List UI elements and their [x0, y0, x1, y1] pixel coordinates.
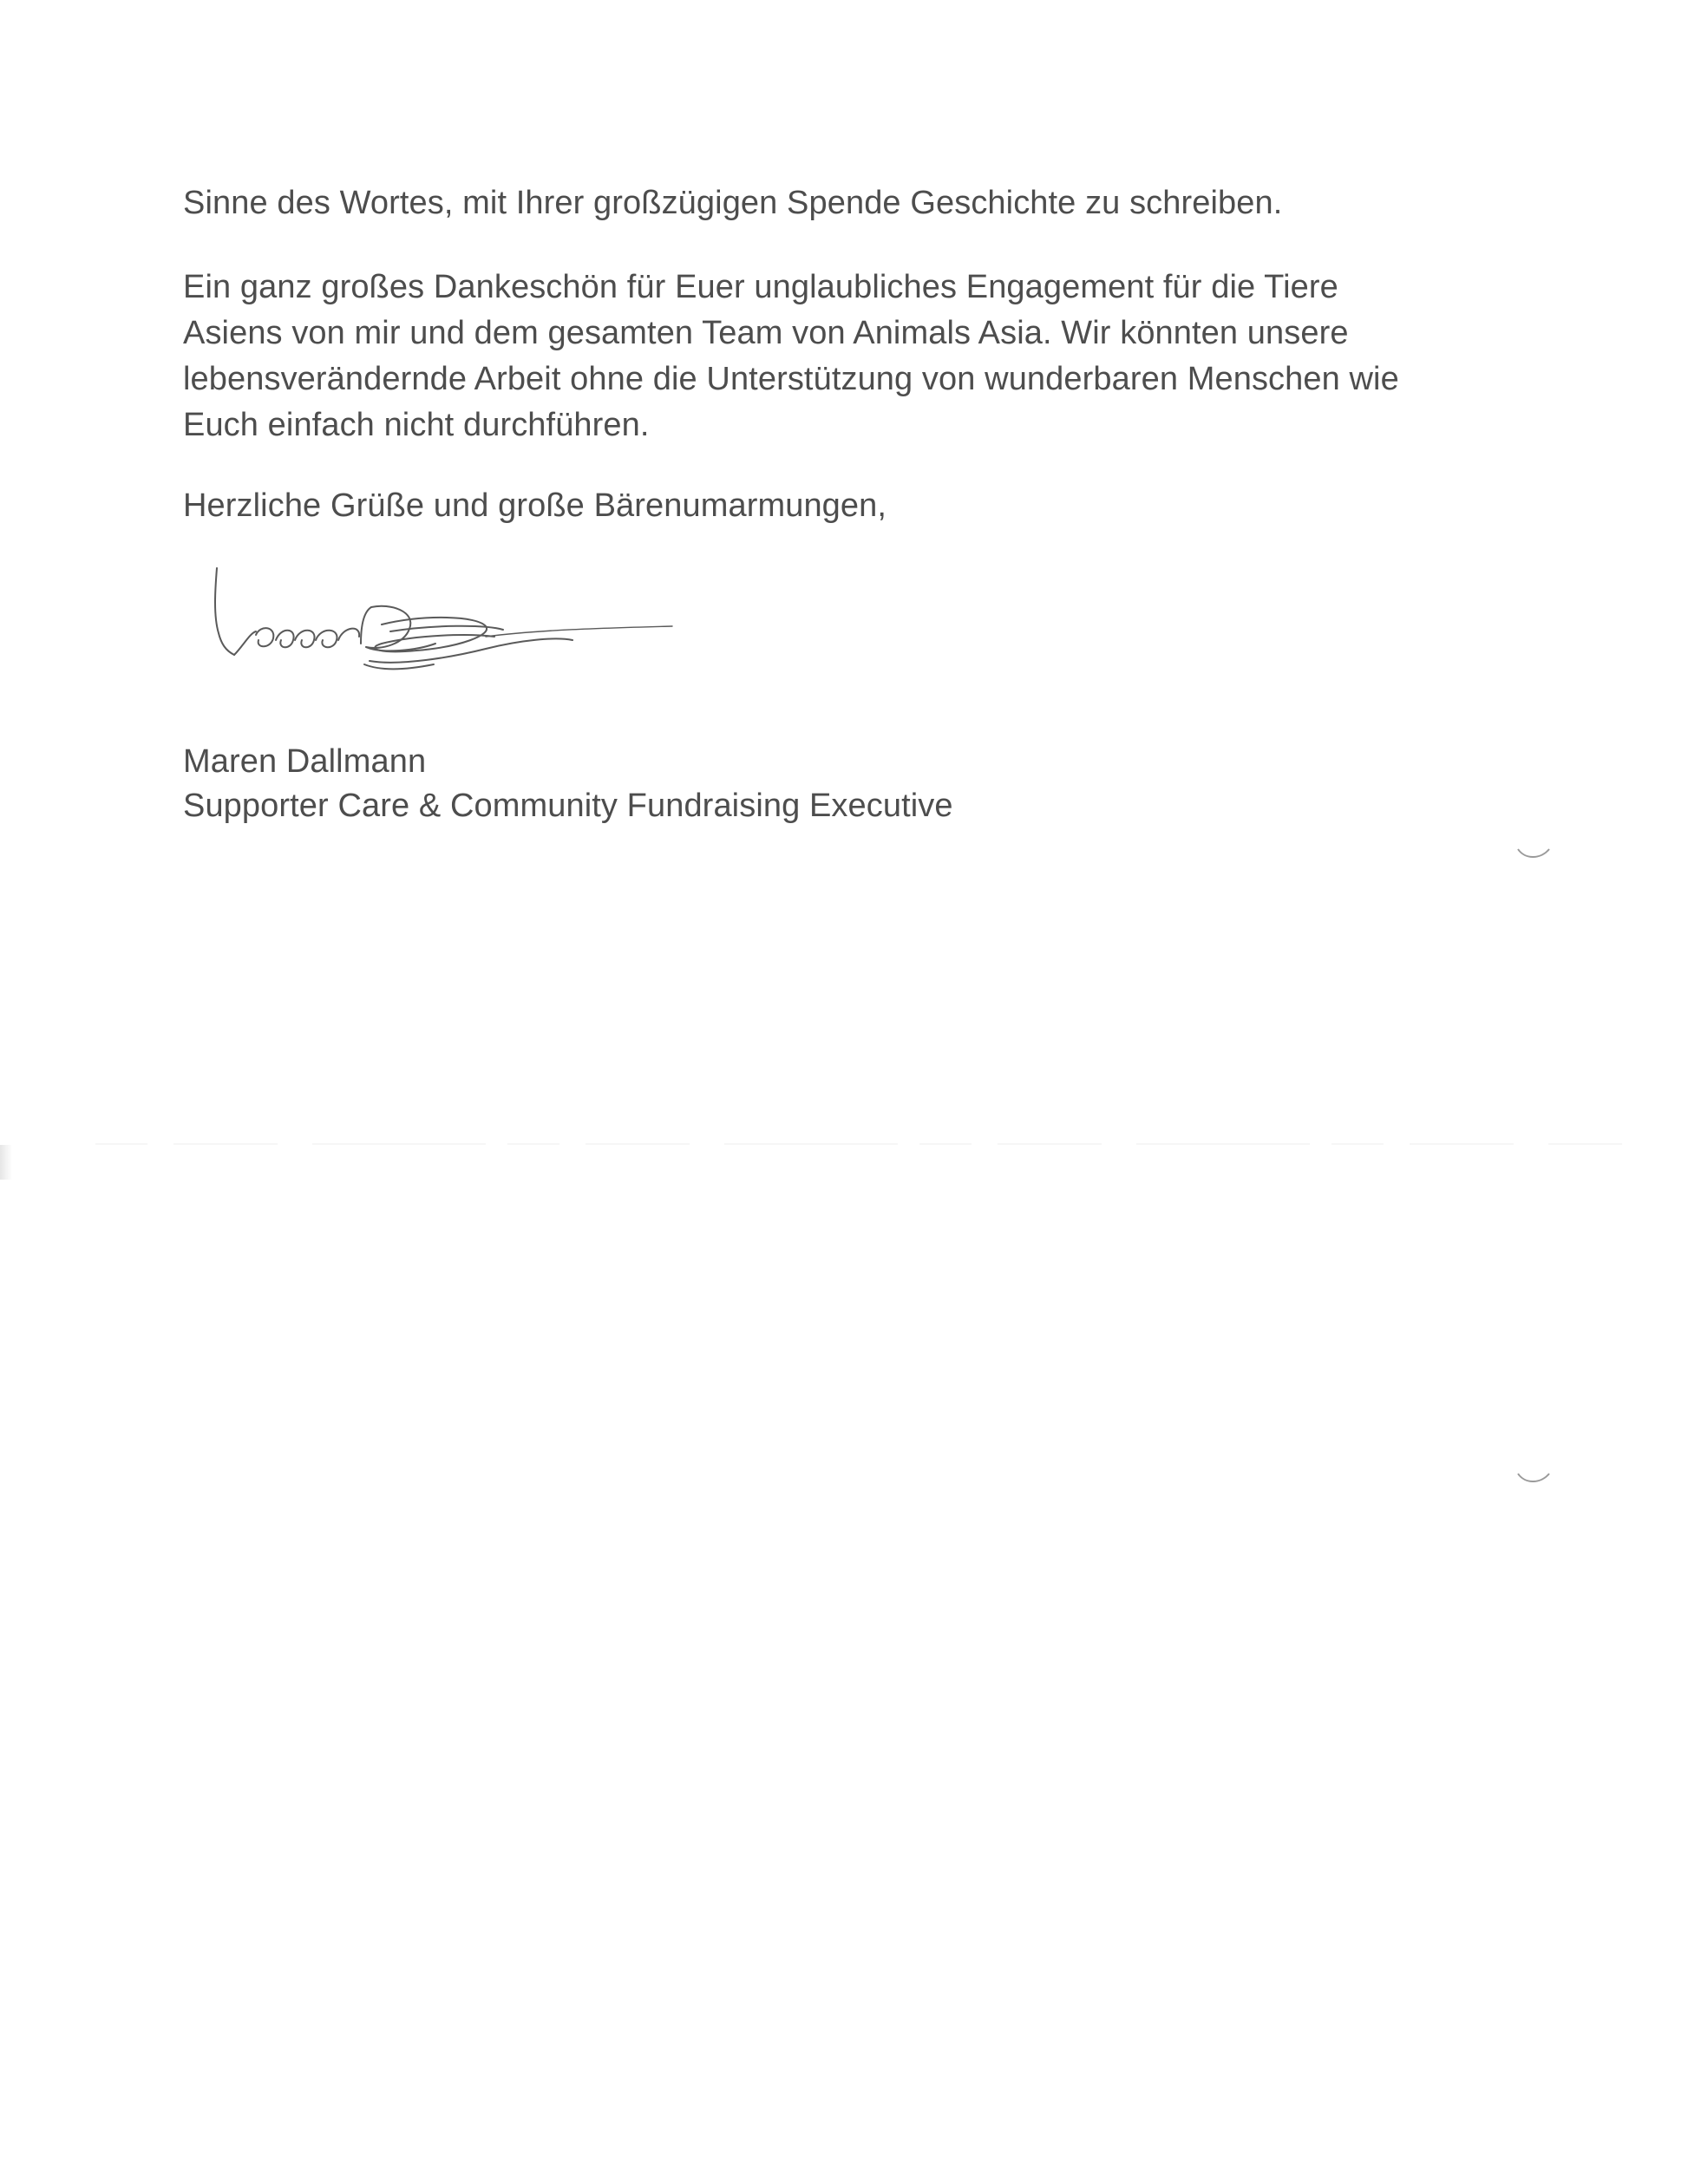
handwritten-signature-icon	[208, 564, 694, 694]
letter-paragraph-closing-sentence: Sinne des Wortes, mit Ihrer großzügigen Spende Geschichte zu schreiben.	[183, 185, 1283, 221]
scan-edge-smudge	[0, 1145, 12, 1180]
signer-name: Maren Dallmann	[183, 743, 427, 780]
hole-punch-mark-icon	[1516, 1470, 1551, 1488]
scan-artifact-line	[95, 1143, 1622, 1145]
hole-punch-mark-icon	[1516, 846, 1551, 863]
signer-role: Supporter Care & Community Fundraising Executive	[183, 788, 953, 824]
letter-paragraph-thanks: Ein ganz großes Dankeschön für Euer unglaubliches Engagement für die Tiere Asiens von mir und dem gesamten Team von Animals Asia. Wir könnten unsere lebensverändernde Arbeit ohne die Unterstützung von wunderbaren Menschen wie Euch einfach nicht durchführen.	[183, 269, 1399, 443]
letter-greeting: Herzliche Grüße und große Bärenumarmungen,	[183, 487, 887, 524]
